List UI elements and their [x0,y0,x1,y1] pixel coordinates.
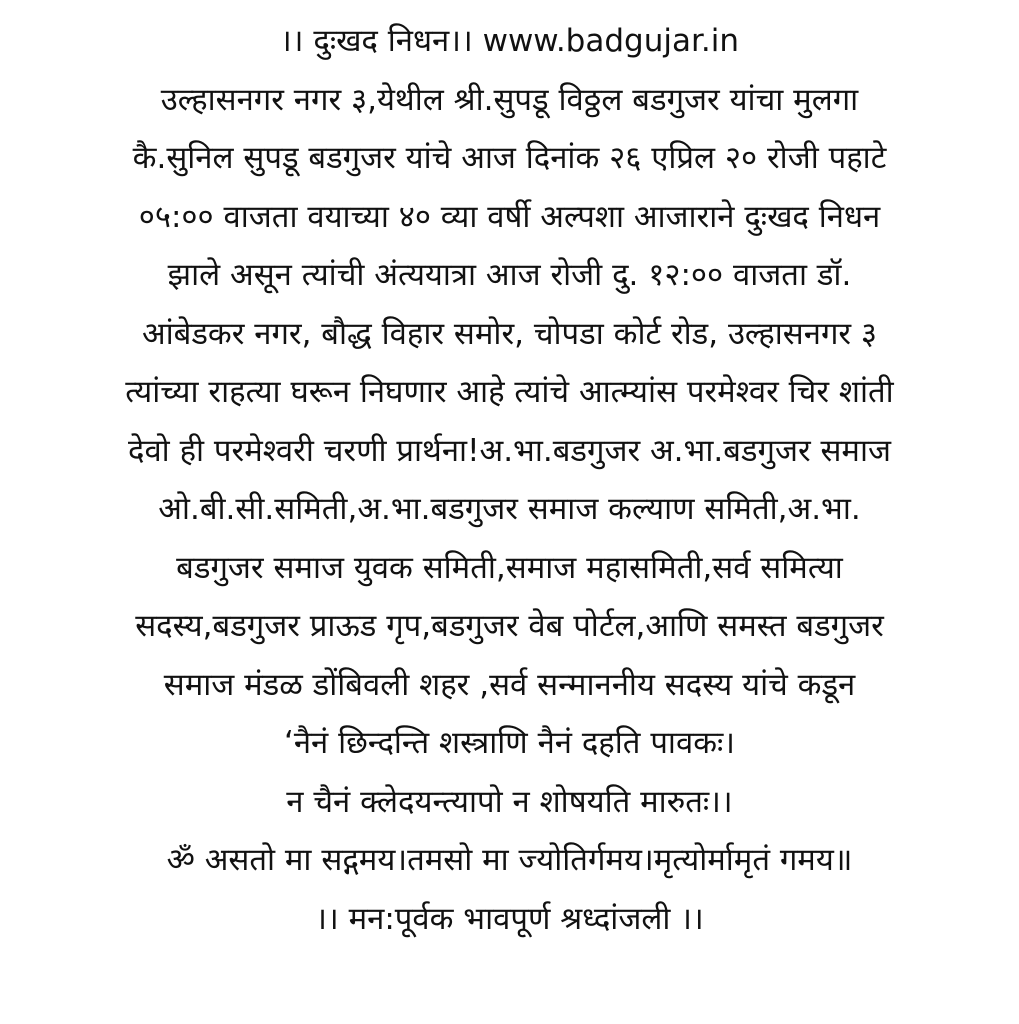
text-line: ओ.बी.सी.समिती,अ.भा.बडगुजर समाज कल्याण समिती,अ.भा. [158,491,861,527]
tribute-line: ।। मन:पूर्वक भावपूर्ण श्रध्दांजली ।। [315,900,704,937]
heading-line: ।। दुःखद निधन।। www.badgujar.in [280,23,739,59]
text-line: उल्हासनगर नगर ३,येथील श्री.सुपडू विठ्ठल बडगुजर यांचा मुलगा [160,81,859,118]
text-line: त्यांच्या राहत्या घरून निघणार आहे त्यांचे आत्म्यांस परमेश्वर चिर शांती [125,374,894,410]
text-line: आंबेडकर नगर, बौद्ध विहार समोर, चोपडा कोर्ट रोड, उल्हासनगर ३ [141,315,878,352]
shloka-line: न चैनं क्लेदयन्त्यापो न शोषयति मारुतः।। [286,783,733,820]
text-line: समाज मंडळ डोंबिवली शहर ,सर्व सन्माननीय सदस्य यांचे कडून [163,666,856,703]
mantra-line: ॐ असतो मा सद्गमय।तमसो मा ज्योतिर्गमय।मृत्योर्मामृतं गमय॥ [166,842,853,878]
text-line: कै.सुनिल सुपडू बडगुजर यांचे आज दिनांक २६ एप्रिल २० रोजी पहाटे [132,140,887,176]
text-line: बडगुजर समाज युवक समिती,समाज महासमिती,सर्व समित्या [176,549,843,586]
shloka-line: ‘नैनं छिन्दन्ति शस्त्राणि नैनं दहति पावकः। [283,725,736,761]
text-line: देवो ही परमेश्वरी चरणी प्रार्थना!अ.भा.बडगुजर अ.भा.बडगुजर समाज [127,432,892,469]
text-line: ०५:०० वाजता वयाच्या ४० व्या वर्षी अल्पशा आजाराने दुःखद निधन [138,198,881,235]
text-line: झाले असून त्यांची अंत्ययात्रा आज रोजी दु. १२:०० वाजता डॉ. [167,257,852,293]
text-line: सदस्य,बडगुजर प्राऊड गृप,बडगुजर वेब पोर्टल,आणि समस्त बडगुजर [135,608,884,644]
